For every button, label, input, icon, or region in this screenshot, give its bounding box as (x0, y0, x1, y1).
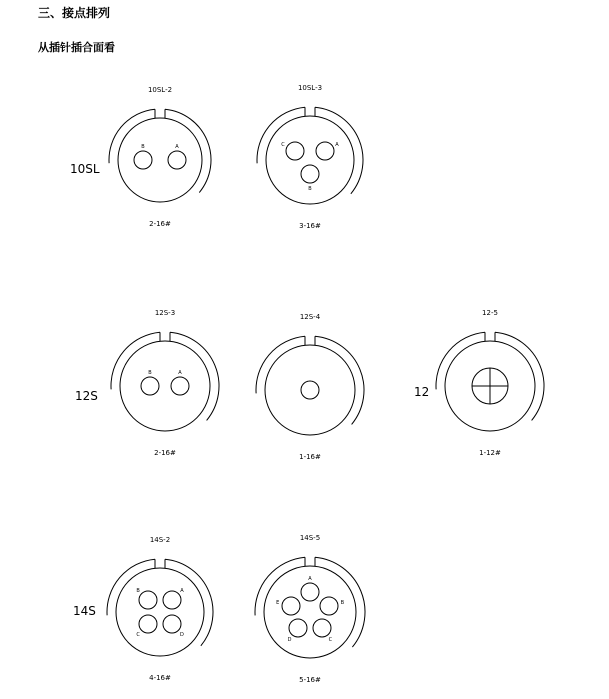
keyway-arc-left (255, 557, 305, 615)
connector-face-12-5 (427, 323, 553, 449)
pin-letter: A (308, 576, 312, 582)
contact-pin (139, 615, 157, 633)
pin-letter: A (180, 588, 184, 595)
contact-pin (141, 377, 159, 395)
contact-pin (313, 619, 331, 637)
series-label: 14S (73, 604, 96, 618)
keyway-arc-right (165, 109, 211, 192)
connector-face-10sl-3 (248, 98, 372, 222)
contact-pin (301, 165, 319, 183)
connector-spec-label: 1-12# (479, 449, 501, 457)
connector-model-label: 10SL-3 (297, 84, 323, 92)
connector-face-12s-3 (102, 323, 228, 449)
pin-letter: A (335, 141, 339, 148)
keyway-arc-left (257, 107, 305, 163)
pin-letter: B (340, 599, 345, 606)
connector-face-12s-4 (247, 327, 373, 453)
connector-model-label: 14S-2 (149, 536, 171, 544)
keyway-arc-right (315, 336, 364, 424)
pin-letter: B (136, 588, 140, 595)
pin-letter: A (178, 370, 182, 376)
contact-pin (171, 377, 189, 395)
contact-pin (163, 591, 181, 609)
series-label: 12 (414, 385, 430, 399)
keyway-arc-right (170, 332, 219, 420)
contact-pin (301, 583, 319, 601)
keyway-arc-right (315, 107, 363, 194)
keyway-arc-left (436, 332, 485, 389)
section-subheading: 从插针插合面看 (38, 41, 115, 54)
contact-pin (139, 591, 157, 609)
connector-spec-label: 5-16# (299, 676, 321, 684)
connector-spec-label: 3-16# (299, 222, 321, 230)
contact-pin (286, 142, 304, 160)
connector-spec-label: 2-16# (149, 220, 171, 228)
connector-spec-label: 2-16# (154, 449, 176, 457)
connector-model-label: 14S-5 (299, 534, 321, 542)
contact-pin (301, 381, 319, 399)
pin-letter: C (328, 637, 333, 644)
connector-spec-label: 1-16# (299, 453, 321, 461)
pin-letter: E (276, 599, 280, 606)
keyway-arc-left (111, 332, 160, 389)
pin-letter: B (141, 144, 145, 150)
contact-pin (282, 597, 300, 615)
pin-letter: B (148, 370, 152, 376)
connector-spec-label: 4-16# (149, 674, 171, 682)
connector-model-label: 10SL-2 (147, 86, 173, 94)
connector-model-label: 12S-3 (154, 309, 176, 317)
connector-shell-circle (265, 345, 355, 435)
connector-shell-circle (120, 341, 210, 431)
connector-face-14s-2 (98, 550, 222, 674)
contact-pin (320, 597, 338, 615)
contact-pin (316, 142, 334, 160)
connector-model-label: 12S-4 (299, 313, 321, 321)
connector-model-label: 12-5 (482, 309, 498, 317)
keyway-arc-left (256, 336, 305, 393)
connector-face-14s-5 (246, 548, 374, 676)
keyway-arc-right (495, 332, 544, 420)
contact-pin (168, 151, 186, 169)
pin-letter: C (281, 141, 285, 148)
connector-face-10sl-2 (100, 100, 220, 220)
connector-shell-circle (118, 118, 202, 202)
series-label: 12S (75, 389, 98, 403)
pin-letter: A (175, 144, 179, 150)
pin-letter: B (308, 186, 312, 192)
series-label: 10SL (70, 162, 100, 176)
pin-letter: D (287, 637, 292, 644)
contact-pin (289, 619, 307, 637)
pin-letter: D (179, 631, 184, 638)
pin-letter: C (136, 631, 140, 638)
contact-pin (163, 615, 181, 633)
keyway-arc-left (107, 559, 155, 615)
section-heading: 三、接点排列 (38, 6, 111, 20)
keyway-arc-left (109, 109, 155, 163)
connector-shell-circle (116, 568, 204, 656)
contact-pin (134, 151, 152, 169)
